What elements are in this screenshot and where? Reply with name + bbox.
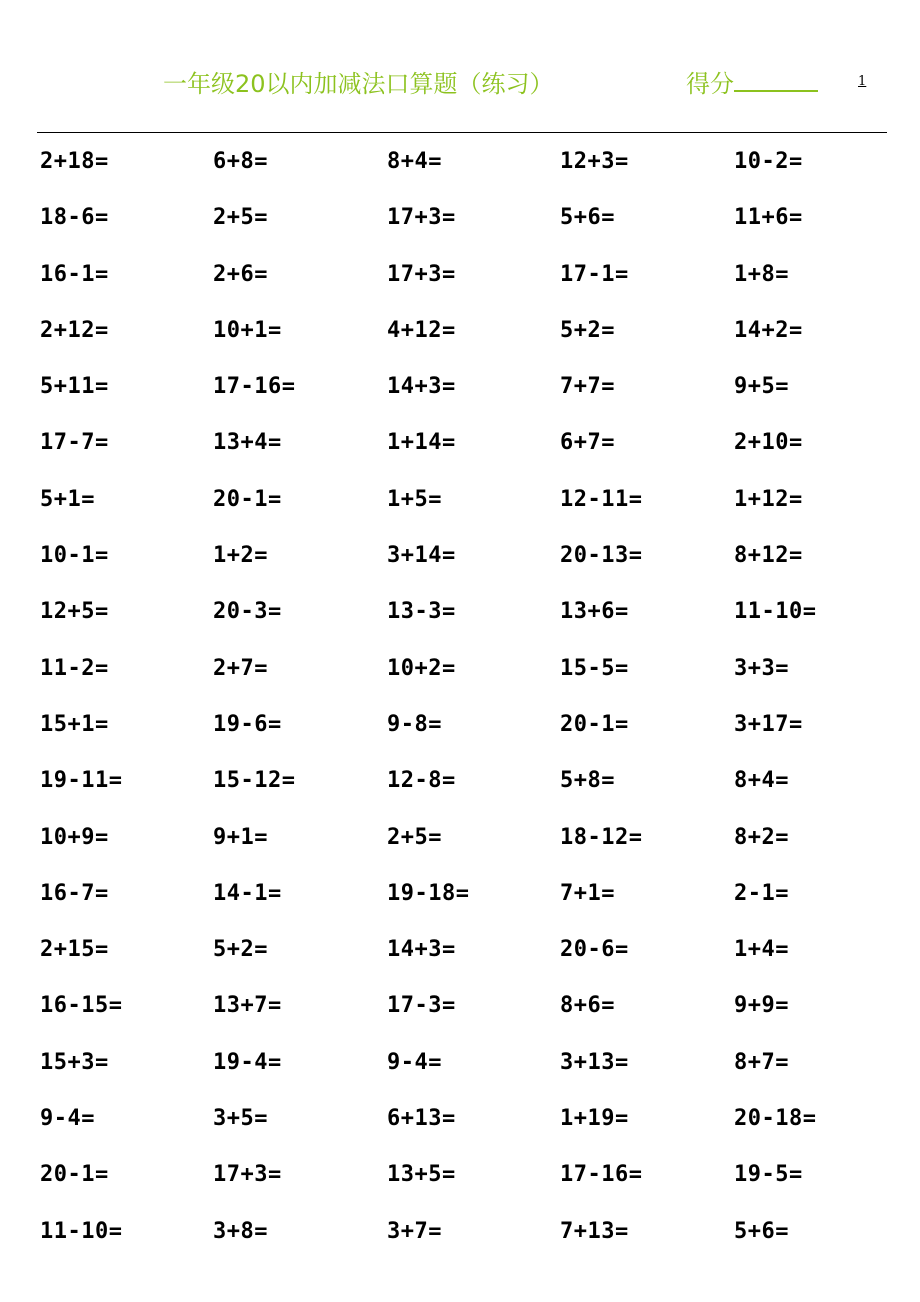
- math-problem: 17-7=: [40, 430, 109, 456]
- math-problem: 13+5=: [387, 1162, 456, 1188]
- math-problem: 8+7=: [734, 1049, 789, 1075]
- math-problem: 3+5=: [213, 1106, 268, 1132]
- score-field: [686, 68, 818, 100]
- math-problem: 18-12=: [560, 824, 643, 850]
- math-problem: 20-1=: [40, 1162, 109, 1188]
- math-problem: 17+3=: [213, 1162, 282, 1188]
- math-problem: 15+1=: [40, 711, 109, 737]
- math-problem: 2+5=: [387, 824, 442, 850]
- math-problem: 19-6=: [213, 711, 282, 737]
- math-problem: 2-1=: [734, 880, 789, 906]
- math-problem: 7+7=: [560, 374, 615, 400]
- header-divider: [37, 132, 887, 133]
- math-problem: 20-3=: [213, 599, 282, 625]
- math-problem: 15-5=: [560, 655, 629, 681]
- math-problem: 3+3=: [734, 655, 789, 681]
- math-problem: 17-3=: [387, 993, 456, 1019]
- math-problem: 2+12=: [40, 317, 109, 343]
- math-problem: 8+2=: [734, 824, 789, 850]
- math-problem: 5+6=: [734, 1218, 789, 1244]
- math-problem: 2+18=: [40, 149, 109, 174]
- math-problem: 1+4=: [734, 937, 789, 963]
- math-problem: 20-6=: [560, 937, 629, 963]
- math-problem: 19-11=: [40, 768, 123, 794]
- math-problem: 17-16=: [213, 374, 296, 400]
- math-problem: 4+12=: [387, 317, 456, 343]
- math-problem: 2+5=: [213, 205, 268, 231]
- math-problem: 13+7=: [213, 993, 282, 1019]
- math-problem: 20-1=: [560, 711, 629, 737]
- math-problem: 5+1=: [40, 486, 95, 512]
- math-problem: 3+7=: [387, 1218, 442, 1244]
- math-problem: 1+14=: [387, 430, 456, 456]
- math-problem: 8+4=: [387, 149, 442, 174]
- math-problem: 14+3=: [387, 374, 456, 400]
- math-problem: 6+13=: [387, 1106, 456, 1132]
- math-problem: 20-1=: [213, 486, 282, 512]
- math-problem: 15-12=: [213, 768, 296, 794]
- math-problem: 11+6=: [734, 205, 803, 231]
- math-problem: 11-10=: [40, 1218, 123, 1244]
- math-problem: 14+2=: [734, 317, 803, 343]
- math-problem: 17-1=: [560, 261, 629, 287]
- math-problem: 13-3=: [387, 599, 456, 625]
- math-problem: 9-8=: [387, 711, 442, 737]
- math-problem: 20-18=: [734, 1106, 817, 1132]
- math-problem: 1+8=: [734, 261, 789, 287]
- math-problem: 5+2=: [560, 317, 615, 343]
- math-problem: 1+2=: [213, 543, 268, 569]
- math-problem: 13+6=: [560, 599, 629, 625]
- math-problem: 16-1=: [40, 261, 109, 287]
- math-problem: 17-16=: [560, 1162, 643, 1188]
- math-problem: 17+3=: [387, 261, 456, 287]
- math-problem: 7+1=: [560, 880, 615, 906]
- math-problem: 19-4=: [213, 1049, 282, 1075]
- math-problem: 10+1=: [213, 317, 282, 343]
- math-problem: 2+6=: [213, 261, 268, 287]
- math-problem: 14-1=: [213, 880, 282, 906]
- math-problem: 3+14=: [387, 543, 456, 569]
- page-title: 一年级20以内加减法口算题（练习）: [163, 70, 554, 98]
- math-problem: 10+2=: [387, 655, 456, 681]
- math-problem: 5+11=: [40, 374, 109, 400]
- math-problem: 11-2=: [40, 655, 109, 681]
- math-problem: 5+6=: [560, 205, 615, 231]
- math-problem: 9-4=: [40, 1106, 95, 1132]
- math-problem: 13+4=: [213, 430, 282, 456]
- math-problem: 10-2=: [734, 149, 803, 174]
- math-problem: 3+17=: [734, 711, 803, 737]
- math-problem: 20-13=: [560, 543, 643, 569]
- math-problem: 1+19=: [560, 1106, 629, 1132]
- problem-grid: [40, 142, 908, 1268]
- math-problem: 2+10=: [734, 430, 803, 456]
- math-problem: 17+3=: [387, 205, 456, 231]
- math-problem: 5+8=: [560, 768, 615, 794]
- math-problem: 1+5=: [387, 486, 442, 512]
- math-problem: 7+13=: [560, 1218, 629, 1244]
- math-problem: 2+7=: [213, 655, 268, 681]
- score-blank-line[interactable]: [734, 68, 818, 92]
- math-problem: 15+3=: [40, 1049, 109, 1075]
- math-problem: 6+8=: [213, 149, 268, 174]
- page-number: 1: [858, 74, 867, 89]
- math-problem: 8+4=: [734, 768, 789, 794]
- math-problem: 16-7=: [40, 880, 109, 906]
- math-problem: 9+1=: [213, 824, 268, 850]
- math-problem: 10+9=: [40, 824, 109, 850]
- math-problem: 2+15=: [40, 937, 109, 963]
- math-problem: 11-10=: [734, 599, 817, 625]
- math-problem: 3+8=: [213, 1218, 268, 1244]
- math-problem: 8+6=: [560, 993, 615, 1019]
- math-problem: 12-8=: [387, 768, 456, 794]
- math-problem: 12+3=: [560, 149, 629, 174]
- score-label: 得分: [686, 70, 734, 98]
- math-problem: 19-5=: [734, 1162, 803, 1188]
- math-problem: 9+5=: [734, 374, 789, 400]
- math-problem: 12-11=: [560, 486, 643, 512]
- math-problem: 5+2=: [213, 937, 268, 963]
- math-problem: 10-1=: [40, 543, 109, 569]
- math-problem: 1+12=: [734, 486, 803, 512]
- math-problem: 6+7=: [560, 430, 615, 456]
- math-problem: 19-18=: [387, 880, 470, 906]
- math-problem: 14+3=: [387, 937, 456, 963]
- math-problem: 12+5=: [40, 599, 109, 625]
- math-problem: 9+9=: [734, 993, 789, 1019]
- math-problem: 3+13=: [560, 1049, 629, 1075]
- math-problem: 16-15=: [40, 993, 123, 1019]
- math-problem: 18-6=: [40, 205, 109, 231]
- math-problem: 8+12=: [734, 543, 803, 569]
- math-problem: 9-4=: [387, 1049, 442, 1075]
